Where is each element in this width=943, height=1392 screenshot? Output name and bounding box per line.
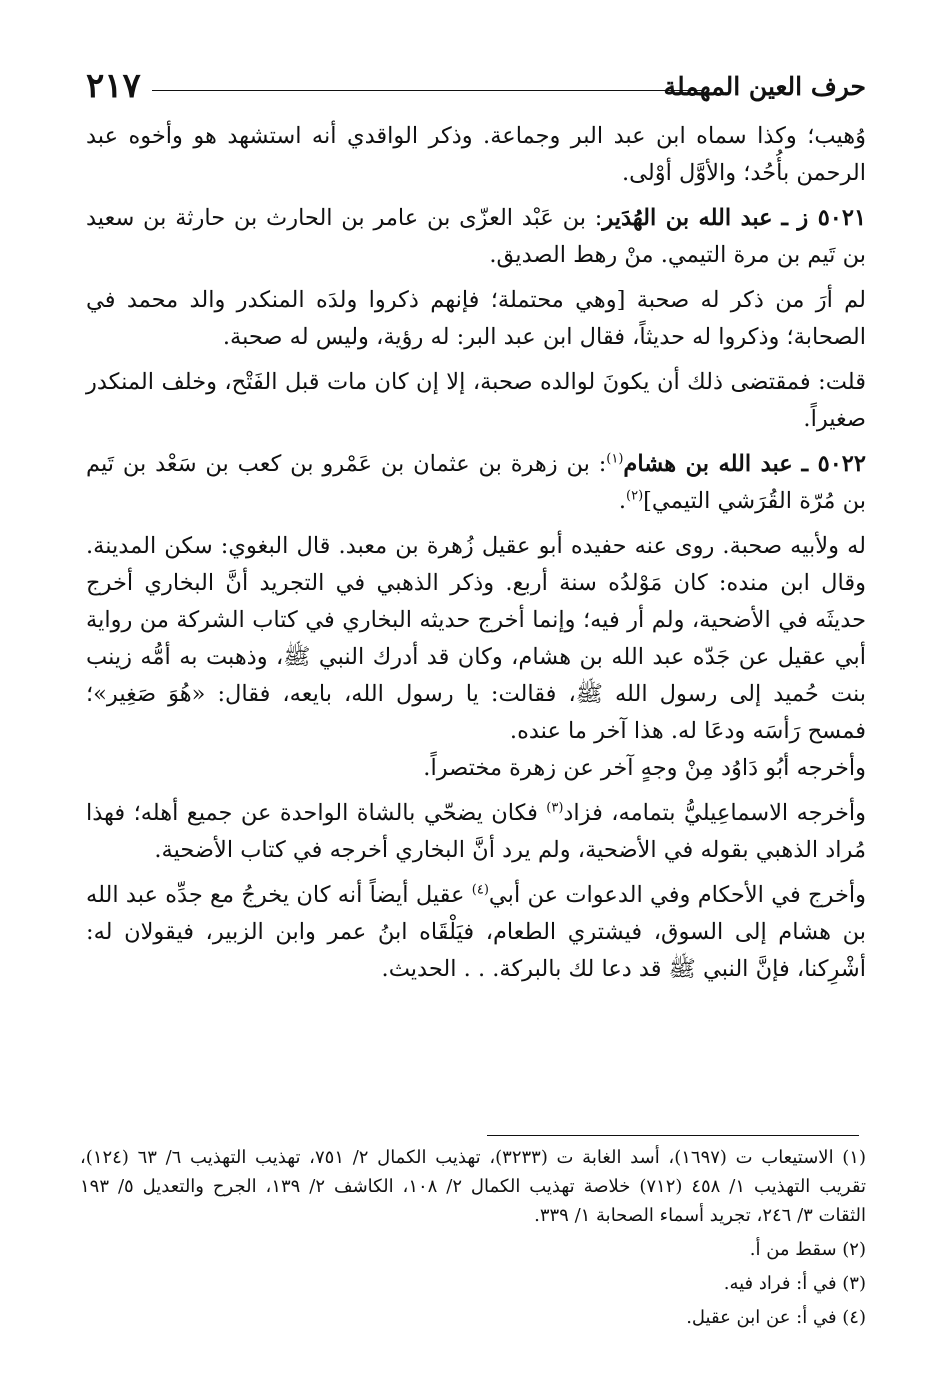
footnote-3: (٣) في أ: فراد فيه. [723, 1273, 866, 1294]
entry-5022 [86, 446, 866, 520]
paragraph-text: وأخرجه الاسماعِيليُّ بتمامه، فزاد [563, 800, 866, 826]
footnote-1: (١) الاستيعاب ت (١٦٩٧)، أسد الغابة ت (٣٢٣٣)، تهذيب الكمال ٢/ ٧٥١، تهذيب التهذيب ٦/ ٦٣ (١٢٤)، تقريب التهذيب ١/ ٤٥٨ (٧١٢) خلاصة تهذيب الكمال ٢/ ١٠٨، الكاشف ٢/ ١٣٩، الجرح والتعديل ٥/ ١٩٣ الثقات ٣/ ٢٤٦، تجريد أسماء الصحابة ١/ ٣٣٩. [80, 1147, 866, 1226]
footnote-2: (٢) سقط من أ. [749, 1239, 866, 1260]
entry-5021 [86, 200, 866, 274]
entry-name: عبد الله بن الهُدَير [602, 205, 773, 231]
page-header [80, 66, 866, 110]
footnote-4: (٤) في أ: عن ابن عقيل. [686, 1307, 866, 1328]
paragraph-comment: قلت: فمقتضى ذلك أن يكونَ لوالده صحبة، إلا إن كان مات قبل الفَتْح، وخلف المنكدر صغيراً. [86, 369, 866, 432]
entry-lineage: : بن عَبْد العزّى بن عامر بن الحارث بن حارثة بن سعيد بن تَيم بن مرة التيمي. منْ رهط الصديق. [86, 205, 866, 268]
paragraph-5021-note: لم أرَ من ذكر له صحبة [وهي محتملة؛ فإنهم ذكروا ولدَه المنكدر والد محمد في الصحابة؛ وذكروا له حديثاً، فقال ابن عبد البر: له رؤية، وليس له صحبة. [86, 287, 866, 350]
main-text [86, 118, 866, 996]
paragraph-continuation: وُهيب؛ وكذا سماه ابن عبد البر وجماعة. وذكر الواقدي أنه استشهد هو وأخوه عبد الرحمن بأُحُد؛ والأوَّل أوْلى. [86, 123, 866, 186]
footnotes [80, 1143, 866, 1337]
entry-lineage: : بن زهرة بن عثمان بن عَمْرو بن كعب بن سَعْد بن تَيم بن مُرّة القُرَشي التيمي] [86, 451, 866, 514]
footnote-ref-4: (٤) [471, 882, 489, 898]
paragraph-ismaili [86, 795, 866, 869]
paragraph-5022-biography: له ولأبيه صحبة. روى عنه حفيده أبو عقيل زُهرة بن معبد. قال البغوي: سكن المدينة. وقال ابن منده: كان مَوْلدُه سنة أربع. وذكر الذهبي في التجريد أنَّ البخاري أخرج حديثَه في الأضحية، ولم أر فيه؛ وإنما أخرج حديثه البخاري في كتاب الشركة من رواية أبي عقيل عن جَدّه عبد الله بن هشام، وكان قد أدرك النبي ﷺ، وذهبت به أمُّه زينب بنت حُميد إلى رسول الله ﷺ، فقالت: يا رسول الله، بايعه، فقال: «هُوَ صَغِير»؛ فمسح رَأسَه ودعَا له. هذا آخر ما عنده. [86, 533, 866, 744]
paragraph-ahkam [86, 877, 866, 988]
footnote-ref-1: (١) [606, 451, 624, 467]
entry-number: ٥٠٢٢ ـ [801, 451, 866, 477]
entry-end: . [618, 488, 627, 514]
entry-name: عبد الله بن هشام [623, 451, 793, 477]
paragraph-abu-dawud: وأخرجه أبُو دَاوُد مِنْ وجهٍ آخر عن زهرة مختصراً. [423, 755, 866, 781]
footnote-separator [487, 1135, 859, 1136]
paragraph-text: وأخرج في الأحكام وفي الدعوات عن أبي [488, 882, 866, 908]
paragraph-text: فكان يضحّي بالشاة الواحدة عن جميع أهله؛ فهذا مُراد الذهبي بقوله في الأضحية، ولم يرد أنَّ البخاري أخرجه في كتاب الأضحية. [86, 800, 866, 863]
paragraph-text: عقيل أيضاً أنه كان يخرجُ مع جدِّه عبد الله بن هشام إلى السوق، فيشتري الطعام، فيَلْقَاه ابنُ عمر وابن الزبير، فيقولان له: أشْرِكنا، فإنَّ النبي ﷺ قد دعا لك بالبركة. . . الحديث. [86, 882, 866, 982]
page-number: ٢١٧ [86, 66, 141, 106]
running-title: حرف العين المهملة [663, 72, 866, 101]
footnote-ref-3: (٣) [546, 800, 564, 816]
entry-number: ٥٠٢١ ز ـ [781, 205, 867, 231]
footnote-ref-2: (٢) [626, 488, 644, 504]
header-rule [152, 90, 702, 91]
